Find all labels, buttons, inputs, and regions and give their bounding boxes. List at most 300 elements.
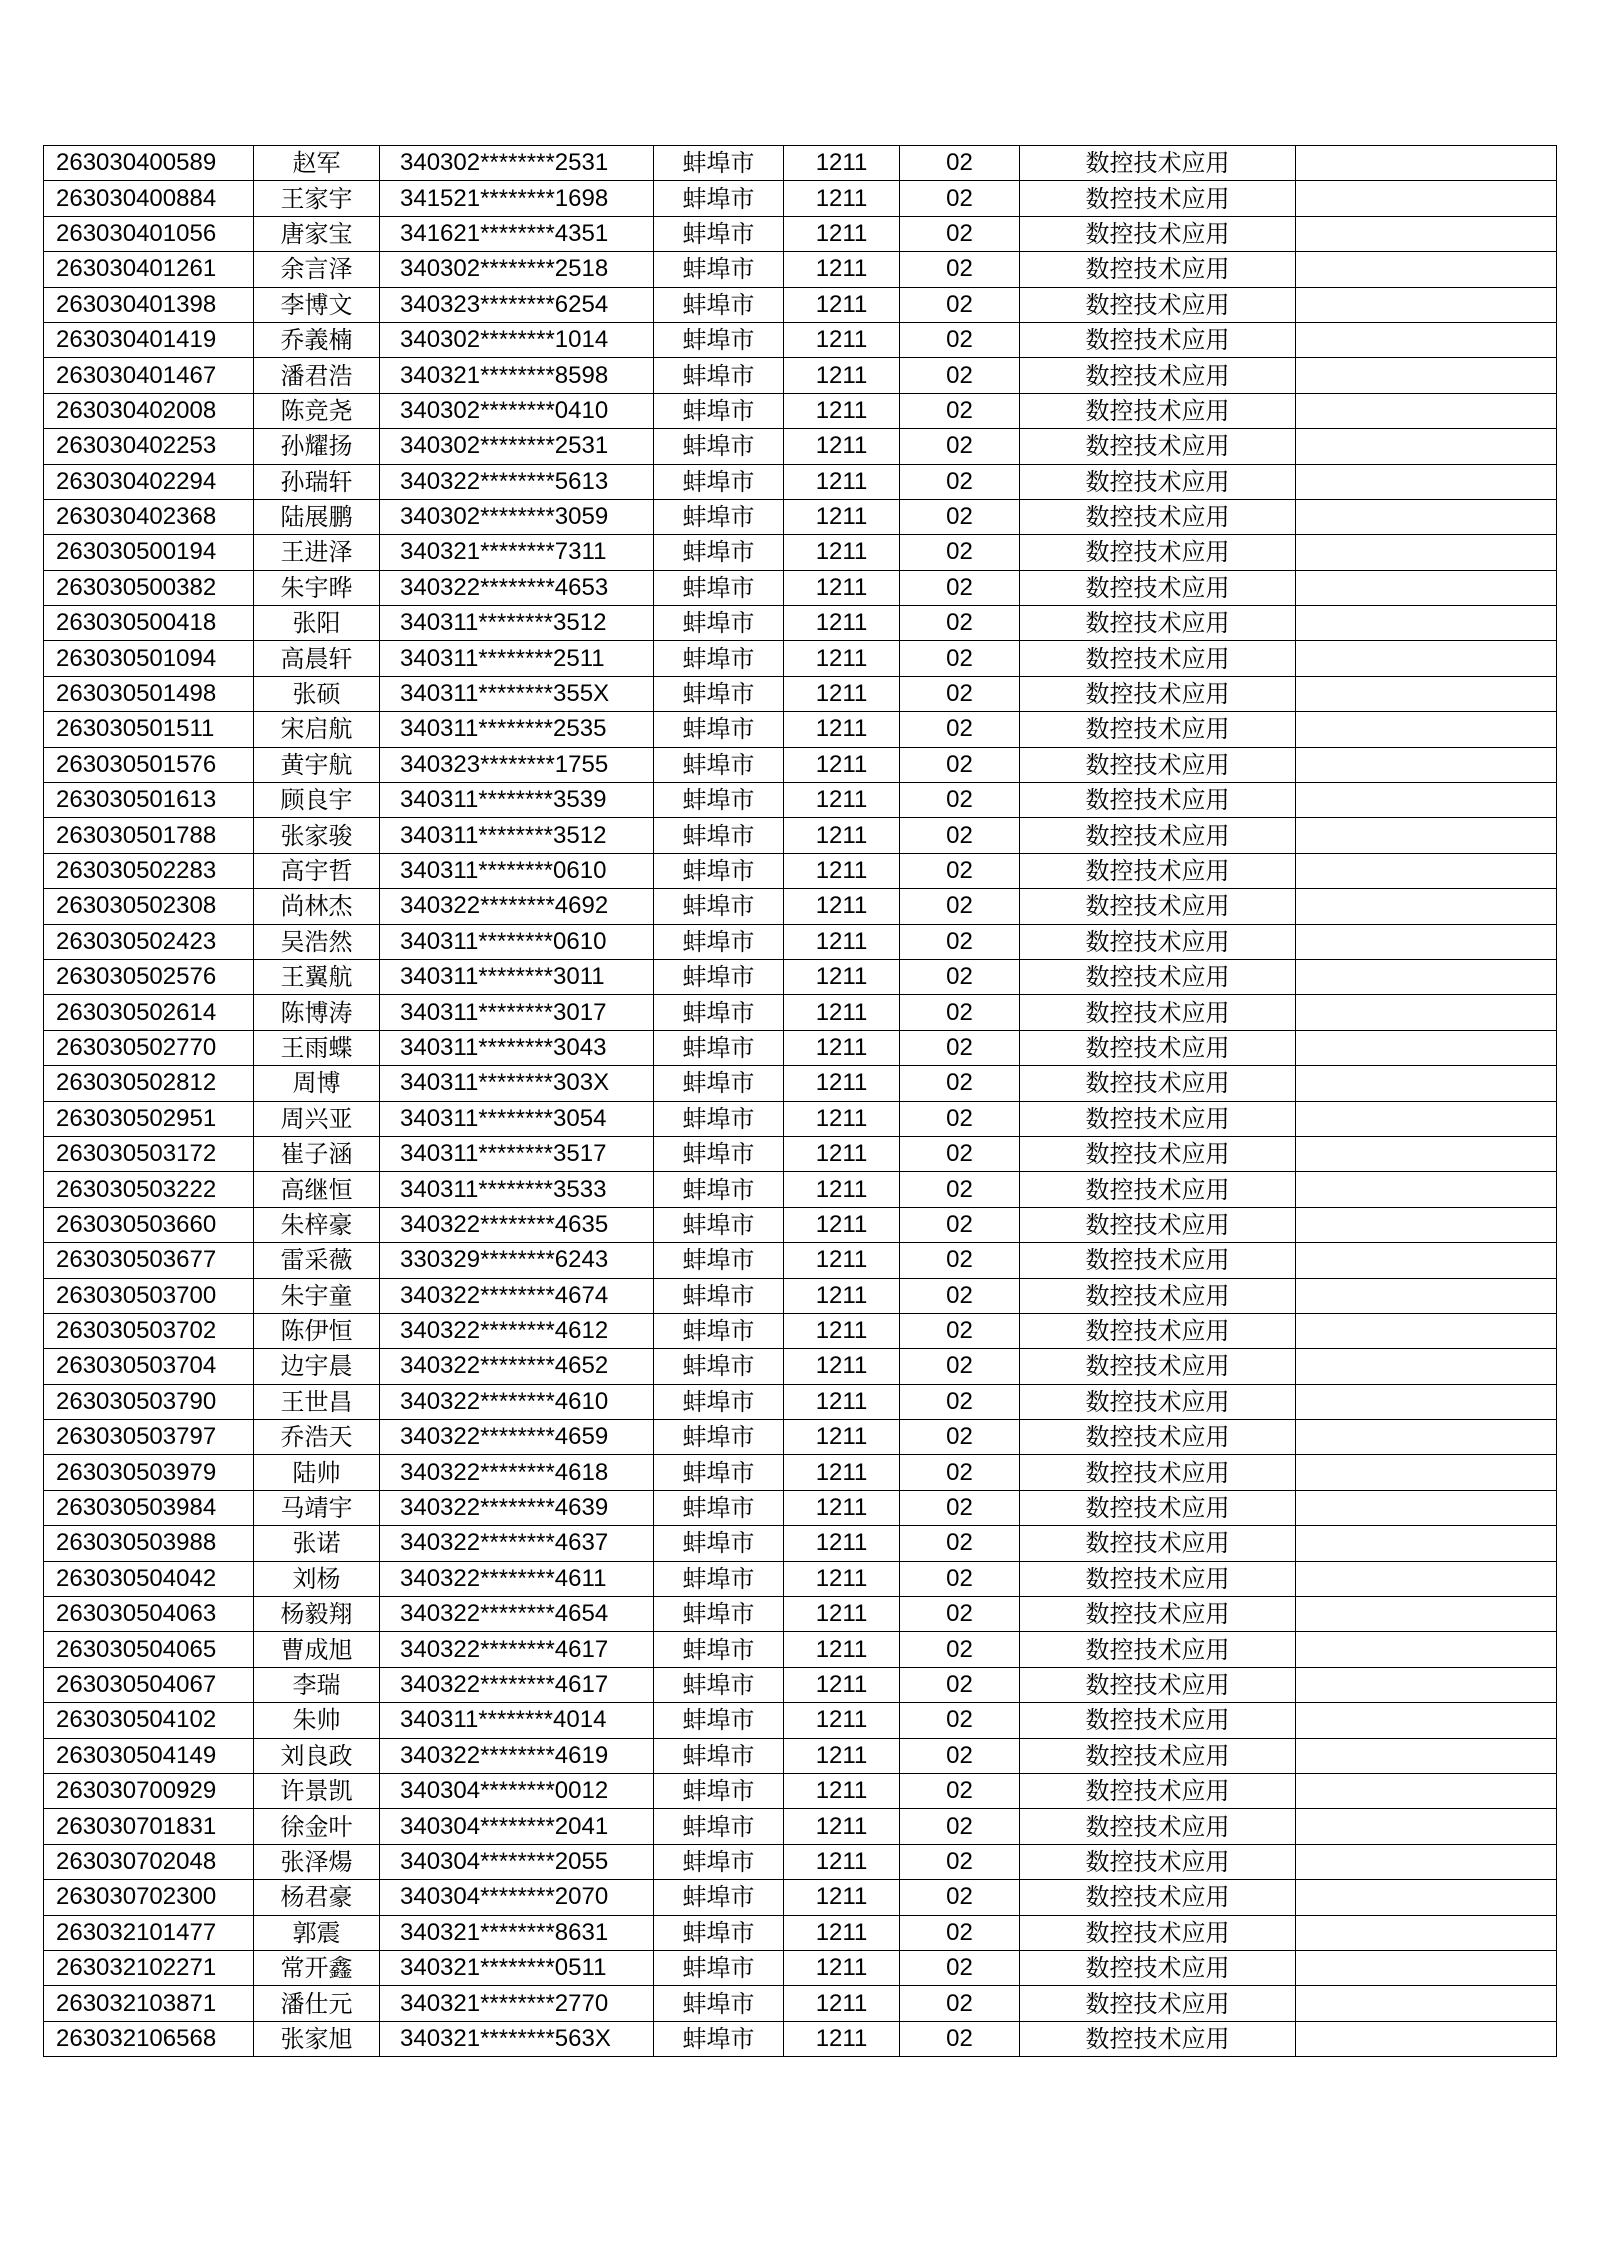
id-card-cell: 340322********4617: [380, 1632, 654, 1667]
major-cell: 数控技术应用: [1020, 393, 1296, 428]
code-cell: 1211: [784, 1703, 900, 1738]
city-cell: 蚌埠市: [654, 747, 784, 782]
remark-cell: [1296, 676, 1557, 711]
id-card-cell: 340322********4637: [380, 1526, 654, 1561]
major-cell: 数控技术应用: [1020, 747, 1296, 782]
table-row: [44, 1349, 1557, 1384]
major-cell: 数控技术应用: [1020, 1703, 1296, 1738]
remark-cell: [1296, 287, 1557, 322]
table-row: [44, 1172, 1557, 1207]
id-card-cell: 340321********2770: [380, 1986, 654, 2021]
table-row: [44, 464, 1557, 499]
table-row: [44, 818, 1557, 853]
city-cell: 蚌埠市: [654, 1667, 784, 1702]
code-cell: 1211: [784, 606, 900, 641]
table-row: [44, 1561, 1557, 1596]
major-cell: 数控技术应用: [1020, 1880, 1296, 1915]
id-card-cell: 340302********0410: [380, 393, 654, 428]
name-cell: 尚林杰: [254, 889, 380, 924]
major-cell: 数控技术应用: [1020, 287, 1296, 322]
city-cell: 蚌埠市: [654, 429, 784, 464]
code-cell: 1211: [784, 322, 900, 357]
table-row: [44, 1490, 1557, 1525]
remark-cell: [1296, 216, 1557, 251]
remark-cell: [1296, 1809, 1557, 1844]
id-card-cell: 340321********563X: [380, 2021, 654, 2056]
name-cell: 周博: [254, 1066, 380, 1101]
city-cell: 蚌埠市: [654, 464, 784, 499]
name-cell: 常开鑫: [254, 1950, 380, 1985]
table-row: [44, 924, 1557, 959]
code-cell: 1211: [784, 1738, 900, 1773]
remark-cell: [1296, 1349, 1557, 1384]
remark-cell: [1296, 181, 1557, 216]
code-cell: 1211: [784, 499, 900, 534]
group-cell: 02: [900, 1950, 1020, 1985]
major-cell: 数控技术应用: [1020, 1243, 1296, 1278]
table-row: [44, 712, 1557, 747]
city-cell: 蚌埠市: [654, 535, 784, 570]
code-cell: 1211: [784, 1172, 900, 1207]
remark-cell: [1296, 1986, 1557, 2021]
name-cell: 周兴亚: [254, 1101, 380, 1136]
id-card-cell: 330329********6243: [380, 1243, 654, 1278]
exam-id-cell: 263030503702: [44, 1313, 254, 1348]
major-cell: 数控技术应用: [1020, 1172, 1296, 1207]
code-cell: 1211: [784, 1101, 900, 1136]
exam-id-cell: 263030400589: [44, 146, 254, 181]
group-cell: 02: [900, 1384, 1020, 1419]
table-row: [44, 429, 1557, 464]
id-card-cell: 340304********2070: [380, 1880, 654, 1915]
code-cell: 1211: [784, 1384, 900, 1419]
group-cell: 02: [900, 146, 1020, 181]
id-card-cell: 340322********4612: [380, 1313, 654, 1348]
code-cell: 1211: [784, 1207, 900, 1242]
remark-cell: [1296, 429, 1557, 464]
group-cell: 02: [900, 1313, 1020, 1348]
major-cell: 数控技术应用: [1020, 429, 1296, 464]
remark-cell: [1296, 924, 1557, 959]
name-cell: 王翼航: [254, 959, 380, 994]
code-cell: 1211: [784, 959, 900, 994]
code-cell: 1211: [784, 1809, 900, 1844]
id-card-cell: 340311********3533: [380, 1172, 654, 1207]
code-cell: 1211: [784, 535, 900, 570]
major-cell: 数控技术应用: [1020, 535, 1296, 570]
major-cell: 数控技术应用: [1020, 1561, 1296, 1596]
group-cell: 02: [900, 1773, 1020, 1808]
table-row: [44, 1950, 1557, 1985]
group-cell: 02: [900, 464, 1020, 499]
exam-id-cell: 263030501511: [44, 712, 254, 747]
id-card-cell: 340311********303X: [380, 1066, 654, 1101]
table-row: [44, 181, 1557, 216]
code-cell: 1211: [784, 1667, 900, 1702]
name-cell: 黄宇航: [254, 747, 380, 782]
remark-cell: [1296, 1738, 1557, 1773]
name-cell: 宋启航: [254, 712, 380, 747]
name-cell: 朱宇晔: [254, 570, 380, 605]
remark-cell: [1296, 1880, 1557, 1915]
table-row: [44, 1101, 1557, 1136]
remark-cell: [1296, 1420, 1557, 1455]
exam-id-cell: 263030502423: [44, 924, 254, 959]
exam-id-cell: 263032103871: [44, 1986, 254, 2021]
major-cell: 数控技术应用: [1020, 1030, 1296, 1065]
city-cell: 蚌埠市: [654, 1597, 784, 1632]
id-card-cell: 340311********3512: [380, 606, 654, 641]
code-cell: 1211: [784, 1490, 900, 1525]
name-cell: 张诺: [254, 1526, 380, 1561]
group-cell: 02: [900, 535, 1020, 570]
remark-cell: [1296, 499, 1557, 534]
exam-id-cell: 263032101477: [44, 1915, 254, 1950]
code-cell: 1211: [784, 1066, 900, 1101]
id-card-cell: 340302********2531: [380, 429, 654, 464]
city-cell: 蚌埠市: [654, 570, 784, 605]
exam-id-cell: 263030702048: [44, 1844, 254, 1879]
remark-cell: [1296, 1207, 1557, 1242]
code-cell: 1211: [784, 464, 900, 499]
group-cell: 02: [900, 959, 1020, 994]
table-row: [44, 1809, 1557, 1844]
major-cell: 数控技术应用: [1020, 889, 1296, 924]
exam-id-cell: 263030502576: [44, 959, 254, 994]
group-cell: 02: [900, 676, 1020, 711]
code-cell: 1211: [784, 747, 900, 782]
exam-id-cell: 263030401467: [44, 358, 254, 393]
name-cell: 崔子涵: [254, 1136, 380, 1171]
city-cell: 蚌埠市: [654, 1561, 784, 1596]
id-card-cell: 340311********0610: [380, 924, 654, 959]
city-cell: 蚌埠市: [654, 995, 784, 1030]
table-row: [44, 1632, 1557, 1667]
table-row: [44, 1773, 1557, 1808]
table-row: [44, 1667, 1557, 1702]
id-card-cell: 340311********3011: [380, 959, 654, 994]
exam-id-cell: 263030503984: [44, 1490, 254, 1525]
id-card-cell: 340302********2518: [380, 252, 654, 287]
id-card-cell: 340321********7311: [380, 535, 654, 570]
major-cell: 数控技术应用: [1020, 606, 1296, 641]
city-cell: 蚌埠市: [654, 1773, 784, 1808]
table-row: [44, 1986, 1557, 2021]
id-card-cell: 340311********3043: [380, 1030, 654, 1065]
exam-id-cell: 263030502812: [44, 1066, 254, 1101]
remark-cell: [1296, 889, 1557, 924]
major-cell: 数控技术应用: [1020, 216, 1296, 251]
city-cell: 蚌埠市: [654, 1738, 784, 1773]
city-cell: 蚌埠市: [654, 889, 784, 924]
remark-cell: [1296, 959, 1557, 994]
id-card-cell: 340321********8598: [380, 358, 654, 393]
exam-id-cell: 263030502770: [44, 1030, 254, 1065]
id-card-cell: 341621********4351: [380, 216, 654, 251]
major-cell: 数控技术应用: [1020, 252, 1296, 287]
major-cell: 数控技术应用: [1020, 322, 1296, 357]
table-row: [44, 2021, 1557, 2056]
table-row: [44, 1597, 1557, 1632]
remark-cell: [1296, 252, 1557, 287]
remark-cell: [1296, 1313, 1557, 1348]
group-cell: 02: [900, 606, 1020, 641]
major-cell: 数控技术应用: [1020, 2021, 1296, 2056]
code-cell: 1211: [784, 1278, 900, 1313]
city-cell: 蚌埠市: [654, 1490, 784, 1525]
name-cell: 朱帅: [254, 1703, 380, 1738]
name-cell: 王雨蝶: [254, 1030, 380, 1065]
major-cell: 数控技术应用: [1020, 1384, 1296, 1419]
code-cell: 1211: [784, 1986, 900, 2021]
city-cell: 蚌埠市: [654, 1207, 784, 1242]
code-cell: 1211: [784, 216, 900, 251]
name-cell: 余言泽: [254, 252, 380, 287]
major-cell: 数控技术应用: [1020, 1632, 1296, 1667]
city-cell: 蚌埠市: [654, 1030, 784, 1065]
city-cell: 蚌埠市: [654, 1066, 784, 1101]
code-cell: 1211: [784, 2021, 900, 2056]
name-cell: 李博文: [254, 287, 380, 322]
major-cell: 数控技术应用: [1020, 1136, 1296, 1171]
exam-id-cell: 263030504065: [44, 1632, 254, 1667]
remark-cell: [1296, 1455, 1557, 1490]
table-row: [44, 216, 1557, 251]
exam-id-cell: 263030500418: [44, 606, 254, 641]
table-row: [44, 1526, 1557, 1561]
id-card-cell: 340323********1755: [380, 747, 654, 782]
major-cell: 数控技术应用: [1020, 146, 1296, 181]
city-cell: 蚌埠市: [654, 1420, 784, 1455]
group-cell: 02: [900, 995, 1020, 1030]
name-cell: 雷采薇: [254, 1243, 380, 1278]
major-cell: 数控技术应用: [1020, 1278, 1296, 1313]
group-cell: 02: [900, 924, 1020, 959]
group-cell: 02: [900, 252, 1020, 287]
group-cell: 02: [900, 1667, 1020, 1702]
major-cell: 数控技术应用: [1020, 1313, 1296, 1348]
city-cell: 蚌埠市: [654, 853, 784, 888]
id-card-cell: 340311********2535: [380, 712, 654, 747]
id-card-cell: 340311********3512: [380, 818, 654, 853]
remark-cell: [1296, 1773, 1557, 1808]
name-cell: 张家旭: [254, 2021, 380, 2056]
major-cell: 数控技术应用: [1020, 818, 1296, 853]
id-card-cell: 340302********1014: [380, 322, 654, 357]
name-cell: 高宇哲: [254, 853, 380, 888]
id-card-cell: 340323********6254: [380, 287, 654, 322]
id-card-cell: 340322********4617: [380, 1667, 654, 1702]
major-cell: 数控技术应用: [1020, 1526, 1296, 1561]
remark-cell: [1296, 1703, 1557, 1738]
id-card-cell: 340304********2041: [380, 1809, 654, 1844]
group-cell: 02: [900, 1243, 1020, 1278]
name-cell: 刘良政: [254, 1738, 380, 1773]
exam-id-cell: 263030503700: [44, 1278, 254, 1313]
remark-cell: [1296, 995, 1557, 1030]
remark-cell: [1296, 641, 1557, 676]
table-row: [44, 1278, 1557, 1313]
city-cell: 蚌埠市: [654, 783, 784, 818]
exam-id-cell: 263030503988: [44, 1526, 254, 1561]
code-cell: 1211: [784, 712, 900, 747]
table-row: [44, 1703, 1557, 1738]
exam-id-cell: 263030504067: [44, 1667, 254, 1702]
exam-id-cell: 263030501613: [44, 783, 254, 818]
code-cell: 1211: [784, 853, 900, 888]
exam-id-cell: 263030401398: [44, 287, 254, 322]
group-cell: 02: [900, 1349, 1020, 1384]
code-cell: 1211: [784, 676, 900, 711]
group-cell: 02: [900, 1030, 1020, 1065]
table-row: [44, 783, 1557, 818]
id-card-cell: 340322********4652: [380, 1349, 654, 1384]
code-cell: 1211: [784, 1561, 900, 1596]
group-cell: 02: [900, 322, 1020, 357]
id-card-cell: 340322********4610: [380, 1384, 654, 1419]
name-cell: 乔浩天: [254, 1420, 380, 1455]
code-cell: 1211: [784, 1526, 900, 1561]
name-cell: 郭震: [254, 1915, 380, 1950]
major-cell: 数控技术应用: [1020, 1986, 1296, 2021]
group-cell: 02: [900, 1207, 1020, 1242]
exam-id-cell: 263030504102: [44, 1703, 254, 1738]
id-card-cell: 341521********1698: [380, 181, 654, 216]
code-cell: 1211: [784, 1950, 900, 1985]
name-cell: 乔義楠: [254, 322, 380, 357]
code-cell: 1211: [784, 1880, 900, 1915]
exam-id-cell: 263030503660: [44, 1207, 254, 1242]
name-cell: 张阳: [254, 606, 380, 641]
id-card-cell: 340322********4654: [380, 1597, 654, 1632]
exam-id-cell: 263030502614: [44, 995, 254, 1030]
code-cell: 1211: [784, 146, 900, 181]
group-cell: 02: [900, 783, 1020, 818]
id-card-cell: 340322********4619: [380, 1738, 654, 1773]
id-card-cell: 340311********3054: [380, 1101, 654, 1136]
city-cell: 蚌埠市: [654, 1313, 784, 1348]
id-card-cell: 340321********0511: [380, 1950, 654, 1985]
group-cell: 02: [900, 393, 1020, 428]
remark-cell: [1296, 712, 1557, 747]
table-row: [44, 1420, 1557, 1455]
city-cell: 蚌埠市: [654, 818, 784, 853]
city-cell: 蚌埠市: [654, 676, 784, 711]
name-cell: 马靖宇: [254, 1490, 380, 1525]
major-cell: 数控技术应用: [1020, 358, 1296, 393]
city-cell: 蚌埠市: [654, 1844, 784, 1879]
major-cell: 数控技术应用: [1020, 1667, 1296, 1702]
group-cell: 02: [900, 641, 1020, 676]
exam-id-cell: 263030702300: [44, 1880, 254, 1915]
table-row: [44, 570, 1557, 605]
major-cell: 数控技术应用: [1020, 712, 1296, 747]
name-cell: 王世昌: [254, 1384, 380, 1419]
group-cell: 02: [900, 1738, 1020, 1773]
table-row: [44, 252, 1557, 287]
table-row: [44, 676, 1557, 711]
group-cell: 02: [900, 287, 1020, 322]
table-row: [44, 499, 1557, 534]
group-cell: 02: [900, 1278, 1020, 1313]
code-cell: 1211: [784, 393, 900, 428]
name-cell: 高继恒: [254, 1172, 380, 1207]
name-cell: 张硕: [254, 676, 380, 711]
code-cell: 1211: [784, 1455, 900, 1490]
table-row: [44, 1243, 1557, 1278]
name-cell: 孙瑞轩: [254, 464, 380, 499]
id-card-cell: 340311********3539: [380, 783, 654, 818]
table-row: [44, 853, 1557, 888]
remark-cell: [1296, 747, 1557, 782]
code-cell: 1211: [784, 1030, 900, 1065]
exam-id-cell: 263032106568: [44, 2021, 254, 2056]
remark-cell: [1296, 393, 1557, 428]
id-card-cell: 340322********4635: [380, 1207, 654, 1242]
major-cell: 数控技术应用: [1020, 1597, 1296, 1632]
major-cell: 数控技术应用: [1020, 1349, 1296, 1384]
name-cell: 孙耀扬: [254, 429, 380, 464]
name-cell: 张家骏: [254, 818, 380, 853]
group-cell: 02: [900, 2021, 1020, 2056]
exam-id-cell: 263030502308: [44, 889, 254, 924]
code-cell: 1211: [784, 358, 900, 393]
remark-cell: [1296, 1136, 1557, 1171]
group-cell: 02: [900, 358, 1020, 393]
name-cell: 潘仕元: [254, 1986, 380, 2021]
id-card-cell: 340322********4659: [380, 1420, 654, 1455]
city-cell: 蚌埠市: [654, 1101, 784, 1136]
code-cell: 1211: [784, 252, 900, 287]
exam-id-cell: 263030504149: [44, 1738, 254, 1773]
exam-id-cell: 263030503790: [44, 1384, 254, 1419]
city-cell: 蚌埠市: [654, 358, 784, 393]
city-cell: 蚌埠市: [654, 216, 784, 251]
id-card-cell: 340322********4674: [380, 1278, 654, 1313]
name-cell: 刘杨: [254, 1561, 380, 1596]
exam-id-cell: 263030401056: [44, 216, 254, 251]
id-card-cell: 340304********2055: [380, 1844, 654, 1879]
group-cell: 02: [900, 1915, 1020, 1950]
table-row: [44, 641, 1557, 676]
group-cell: 02: [900, 499, 1020, 534]
remark-cell: [1296, 1915, 1557, 1950]
exam-id-cell: 263030503704: [44, 1349, 254, 1384]
group-cell: 02: [900, 712, 1020, 747]
code-cell: 1211: [784, 1420, 900, 1455]
id-card-cell: 340304********0012: [380, 1773, 654, 1808]
city-cell: 蚌埠市: [654, 393, 784, 428]
major-cell: 数控技术应用: [1020, 464, 1296, 499]
group-cell: 02: [900, 1490, 1020, 1525]
id-card-cell: 340311********3517: [380, 1136, 654, 1171]
city-cell: 蚌埠市: [654, 1632, 784, 1667]
remark-cell: [1296, 1667, 1557, 1702]
group-cell: 02: [900, 853, 1020, 888]
name-cell: 潘君浩: [254, 358, 380, 393]
name-cell: 许景凯: [254, 1773, 380, 1808]
remark-cell: [1296, 1490, 1557, 1525]
group-cell: 02: [900, 570, 1020, 605]
major-cell: 数控技术应用: [1020, 1773, 1296, 1808]
name-cell: 顾良宇: [254, 783, 380, 818]
table-row: [44, 889, 1557, 924]
table-row: [44, 606, 1557, 641]
table-row: [44, 1455, 1557, 1490]
city-cell: 蚌埠市: [654, 606, 784, 641]
city-cell: 蚌埠市: [654, 924, 784, 959]
id-card-cell: 340302********2531: [380, 146, 654, 181]
